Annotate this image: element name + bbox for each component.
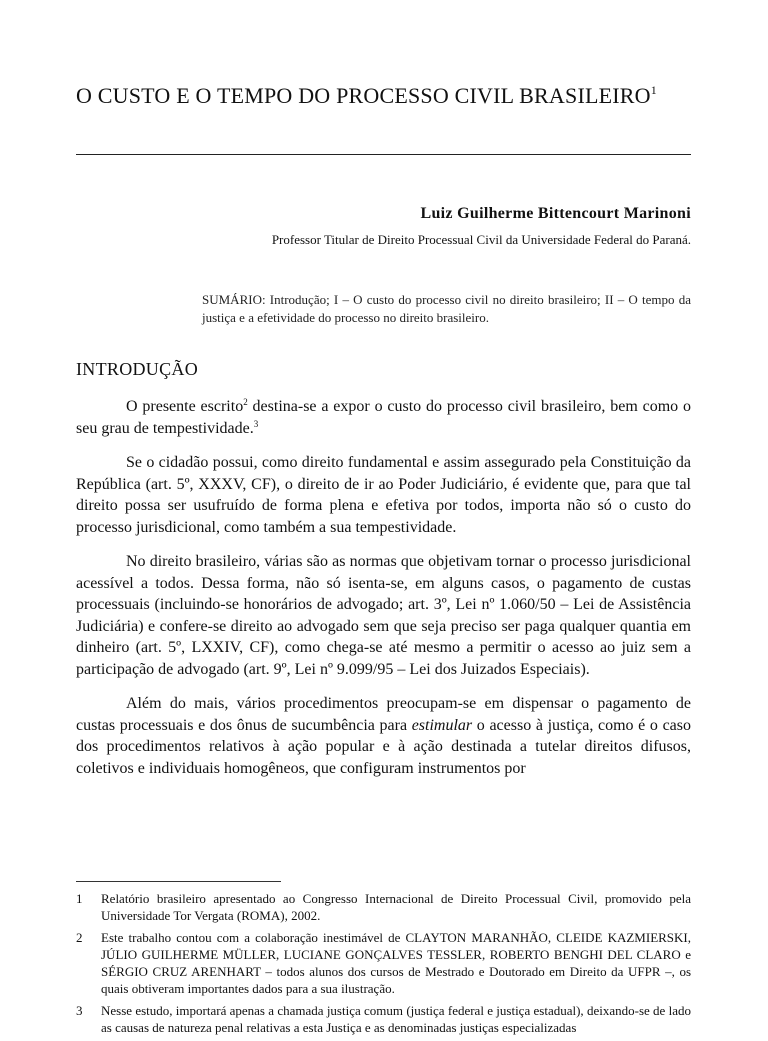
- footnote-ref-3[interactable]: 3: [253, 418, 259, 429]
- article-title-text: O CUSTO E O TEMPO DO PROCESSO CIVIL BRASILEIRO: [76, 83, 651, 108]
- paragraph-3: No direito brasileiro, várias são as normas que objetivam tornar o processo jurisdicional acessível a todos. Dessa forma, não só isenta-se, em alguns casos, o pagamento de custas processuais (incluindo-se honorários de advogado; art. 3º, Lei nº 1.060/50 – Lei de Assistência Judiciária) e confere-se direito ao advogado sem que seja preciso ser paga qualquer quantia em dinheiro (art. 5º, LXXIV, CF), como chega-se até mesmo a permitir o acesso ao juiz sem a participação de advogado (art. 9º, Lei nº 9.099/95 – Lei dos Juizados Especiais).: [76, 553, 691, 678]
- paragraph-4-text-b: o acesso à justiça, como é o caso dos procedimentos relativos à ação popular e à ação destinada a tutelar direitos difusos, coletivos e individuais homogêneos, que configuram instrumentos por: [76, 716, 691, 777]
- footnote-text: Nesse estudo, importará apenas a chamada justiça comum (justiça federal e justiça estadual), deixando-se de lado as causas de natureza penal relativas a esta Justiça e as denominadas justiças especializadas: [101, 1003, 691, 1035]
- paragraph-1: [76, 396, 691, 439]
- paragraph-1-text-b: destina-se a expor o custo do processo civil brasileiro, bem como o seu grau de tempestividade.: [76, 398, 692, 437]
- title-footnote-ref[interactable]: 1: [650, 83, 657, 97]
- title-divider: [76, 154, 691, 155]
- paragraph-2: Se o cidadão possui, como direito fundamental e assim assegurado pela Constituição da República (art. 5º, XXXV, CF), o direito de ir ao Poder Judiciário, é evidente que, para que tal direito possa ser usufruído de forma plena e efetiva por todos, importa não só o custo do processo jurisdicional, como também a sua tempestividade.: [76, 454, 691, 536]
- paragraph-1-text-a: O presente escrito: [126, 398, 244, 415]
- footnote-number: 2: [76, 930, 83, 945]
- footnote-item: [76, 929, 691, 997]
- footnote-text: Este trabalho contou com a colaboração inestimável de CLAYTON MARANHÃO, CLEIDE KAZMIERSKI, JÚLIO GUILHERME MÜLLER, LUCIANE GONÇALVES TESSLER, ROBERTO BENGHI DEL CLARO e SÉRGIO CRUZ ARENHART – todos alunos dos cursos de Mestrado e Doutorado em Direito da UFPR –, os quais obtiveram importantes dados para a sua ilustração.: [101, 930, 691, 996]
- summary: SUMÁRIO: Introdução; I – O custo do processo civil no direito brasileiro; II – O tempo da justiça e a efetividade do processo no direito brasileiro.: [202, 292, 691, 325]
- footnote-number: 3: [76, 1003, 83, 1018]
- footnote-item: [76, 890, 691, 924]
- article-title: [76, 80, 691, 112]
- paragraph-4-text-a: Além do mais, vários procedimentos preocupam-se em dispensar o pagamento de custas processuais e dos ônus de sucumbência para: [76, 695, 691, 734]
- body-text: [76, 396, 691, 792]
- footnote-ref-2[interactable]: 2: [243, 397, 248, 407]
- section-heading-introduction: INTRODUÇÃO: [76, 359, 198, 379]
- footnotes: [76, 890, 691, 1041]
- footnote-divider: [76, 881, 281, 882]
- author-affiliation: Professor Titular de Direito Processual Civil da Universidade Federal do Paraná.: [271, 232, 691, 247]
- footnote-number: 1: [76, 891, 83, 906]
- paragraph-4-emphasis: estimular: [411, 716, 473, 734]
- paragraph-4: [76, 693, 691, 779]
- footnote-item: [76, 1002, 691, 1036]
- footnote-text: Relatório brasileiro apresentado ao Congresso Internacional de Direito Processual Civil, promovido pela Universidade Tor Vergata (ROMA), 2002.: [101, 891, 691, 923]
- author-name: Luiz Guilherme Bittencourt Marinoni: [420, 205, 691, 222]
- document-page: [76, 0, 692, 1035]
